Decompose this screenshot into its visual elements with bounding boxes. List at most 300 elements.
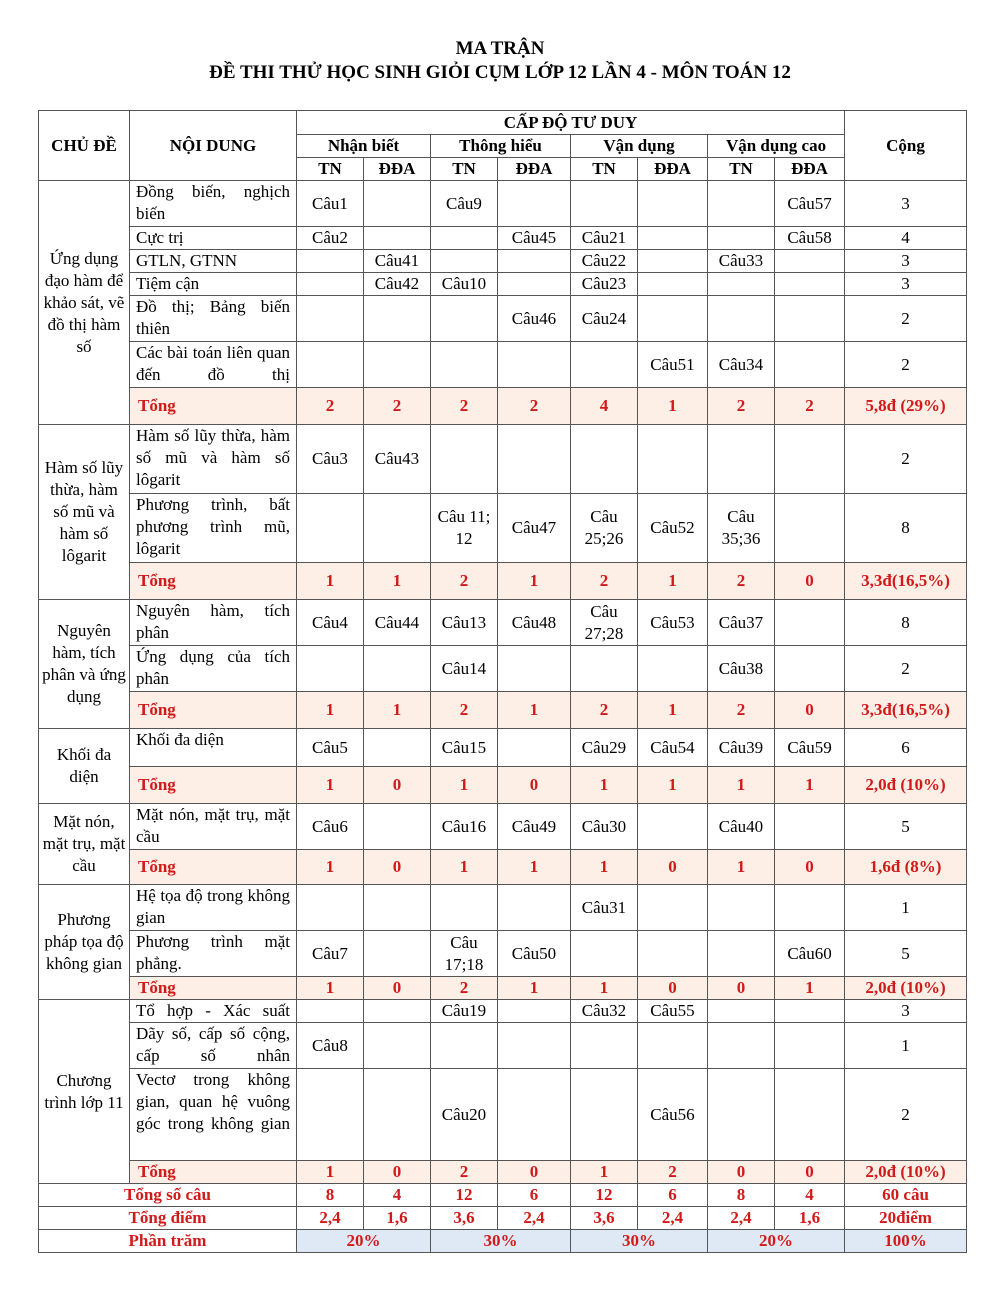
topic-cell: Khối đa diện	[39, 729, 130, 804]
question-cell	[775, 1069, 845, 1161]
summary-cell: 3,6	[571, 1207, 638, 1230]
question-cell	[571, 1023, 638, 1069]
content-cell: Phương trình, bất phương trình mũ, lôgarit	[130, 494, 297, 563]
question-cell	[498, 646, 571, 692]
question-cell	[297, 1000, 364, 1023]
question-cell: Câu6	[297, 804, 364, 850]
question-cell	[297, 1069, 364, 1161]
summary-label: Phần trăm	[39, 1230, 297, 1253]
summary-cell: 2,4	[638, 1207, 708, 1230]
section-grand-total: 2,0đ (10%)	[845, 767, 967, 804]
row-total-cell: 4	[845, 227, 967, 250]
question-cell	[297, 646, 364, 692]
summary-label: Tổng số câu	[39, 1184, 297, 1207]
percent-total: 100%	[845, 1230, 967, 1253]
header-topic: CHỦ ĐỀ	[39, 111, 130, 181]
question-cell	[498, 1023, 571, 1069]
question-cell	[364, 1069, 431, 1161]
question-cell	[498, 181, 571, 227]
table-row	[39, 227, 967, 250]
total-label: Tổng	[130, 388, 297, 425]
question-cell	[775, 250, 845, 273]
content-cell: Cực trị	[130, 227, 297, 250]
question-cell: Câu47	[498, 494, 571, 563]
section-total-cell: 1	[571, 977, 638, 1000]
topic-cell: Phương pháp tọa độ không gian	[39, 885, 130, 1000]
header-sub: TN	[708, 158, 775, 181]
section-total-cell: 1	[297, 692, 364, 729]
header-content: NỘI DUNG	[130, 111, 297, 181]
content-cell: Dãy số, cấp số cộng, cấp số nhân	[130, 1023, 297, 1069]
section-grand-total: 5,8đ (29%)	[845, 388, 967, 425]
section-total-cell: 2	[431, 977, 498, 1000]
topic-cell: Ứng dụng đạo hàm để khảo sát, vẽ đồ thị hàm số	[39, 181, 130, 425]
question-cell	[571, 646, 638, 692]
total-label: Tổng	[130, 977, 297, 1000]
question-cell: Câu40	[708, 804, 775, 850]
section-total-cell: 2	[364, 388, 431, 425]
question-cell	[708, 1023, 775, 1069]
summary-cell: 6	[638, 1184, 708, 1207]
question-cell	[708, 296, 775, 342]
question-cell	[498, 342, 571, 388]
summary-cell: 2,4	[708, 1207, 775, 1230]
question-cell	[638, 273, 708, 296]
summary-cell: 8	[297, 1184, 364, 1207]
question-cell: Câu59	[775, 729, 845, 767]
content-cell: Phương trình mặt phẳng.	[130, 931, 297, 977]
section-grand-total: 2,0đ (10%)	[845, 1161, 967, 1184]
section-total-cell: 0	[498, 767, 571, 804]
summary-cell: 1,6	[364, 1207, 431, 1230]
row-total-cell: 2	[845, 425, 967, 494]
question-cell: Câu52	[638, 494, 708, 563]
topic-cell: Mặt nón, mặt trụ, mặt cầu	[39, 804, 130, 885]
content-cell: Đồ thị; Bảng biến thiên	[130, 296, 297, 342]
question-cell	[775, 342, 845, 388]
question-cell	[431, 250, 498, 273]
section-total-cell: 0	[708, 977, 775, 1000]
table-row	[39, 646, 967, 692]
question-cell	[775, 1000, 845, 1023]
row-total-cell: 5	[845, 804, 967, 850]
question-cell	[571, 1069, 638, 1161]
section-total-cell: 1	[297, 563, 364, 600]
topic-cell: Chương trình lớp 11	[39, 1000, 130, 1184]
matrix-body	[39, 181, 967, 1253]
question-cell	[571, 425, 638, 494]
question-cell	[775, 296, 845, 342]
content-cell: Đồng biến, nghịch biến	[130, 181, 297, 227]
total-label: Tổng	[130, 767, 297, 804]
table-row	[39, 1023, 967, 1069]
section-total-cell: 2	[431, 692, 498, 729]
total-label: Tổng	[130, 692, 297, 729]
question-cell	[297, 885, 364, 931]
question-cell: Câu19	[431, 1000, 498, 1023]
content-cell: Hàm số lũy thừa, hàm số mũ và hàm số lôgarit	[130, 425, 297, 494]
question-cell: Câu21	[571, 227, 638, 250]
table-row	[39, 273, 967, 296]
question-cell: Câu 25;26	[571, 494, 638, 563]
section-total-row	[39, 850, 967, 885]
document-title: MA TRẬN	[455, 38, 545, 59]
section-total-cell: 1	[498, 977, 571, 1000]
summary-row-percent	[39, 1230, 967, 1253]
row-total-cell: 8	[845, 600, 967, 646]
row-total-cell: 8	[845, 494, 967, 563]
content-cell: Tiệm cận	[130, 273, 297, 296]
section-total-cell: 1	[775, 977, 845, 1000]
table-row	[39, 600, 967, 646]
question-cell	[775, 885, 845, 931]
question-cell	[638, 931, 708, 977]
question-cell: Câu38	[708, 646, 775, 692]
row-total-cell: 2	[845, 296, 967, 342]
question-cell: Câu30	[571, 804, 638, 850]
table-row	[39, 729, 967, 767]
section-total-cell: 2	[297, 388, 364, 425]
question-cell	[364, 931, 431, 977]
question-cell	[431, 1023, 498, 1069]
section-total-cell: 2	[708, 563, 775, 600]
question-cell: Câu14	[431, 646, 498, 692]
summary-cell: 8	[708, 1184, 775, 1207]
section-total-cell: 1	[297, 1161, 364, 1184]
table-row	[39, 1000, 967, 1023]
question-cell: Câu45	[498, 227, 571, 250]
section-total-row	[39, 692, 967, 729]
section-total-cell: 0	[775, 850, 845, 885]
question-cell: Câu37	[708, 600, 775, 646]
question-cell: Câu51	[638, 342, 708, 388]
row-total-cell: 1	[845, 885, 967, 931]
document-subtitle: ĐỀ THI THỬ HỌC SINH GIỎI CỤM LỚP 12 LẦN 4 - MÔN TOÁN 12	[209, 62, 791, 83]
question-cell	[364, 729, 431, 767]
table-row	[39, 885, 967, 931]
table-row	[39, 425, 967, 494]
section-total-cell: 0	[364, 1161, 431, 1184]
summary-cell: 12	[431, 1184, 498, 1207]
question-cell	[431, 342, 498, 388]
row-total-cell: 3	[845, 1000, 967, 1023]
section-grand-total: 1,6đ (8%)	[845, 850, 967, 885]
summary-cell: 1,6	[775, 1207, 845, 1230]
section-total-cell: 1	[638, 563, 708, 600]
question-cell	[431, 425, 498, 494]
table-row	[39, 494, 967, 563]
question-cell	[498, 885, 571, 931]
question-cell	[708, 1069, 775, 1161]
header-sub: ĐĐA	[364, 158, 431, 181]
row-total-cell: 2	[845, 1069, 967, 1161]
section-total-cell: 1	[498, 850, 571, 885]
question-cell	[775, 273, 845, 296]
question-cell: Câu2	[297, 227, 364, 250]
question-cell: Câu 17;18	[431, 931, 498, 977]
content-cell: Nguyên hàm, tích phân	[130, 600, 297, 646]
question-cell	[364, 181, 431, 227]
section-total-cell: 2	[431, 563, 498, 600]
section-total-cell: 1	[571, 1161, 638, 1184]
header-total: Cộng	[845, 111, 967, 181]
topic-cell: Hàm số lũy thừa, hàm số mũ và hàm số lôgarit	[39, 425, 130, 600]
content-cell: Mặt nón, mặt trụ, mặt cầu	[130, 804, 297, 850]
question-cell: Câu56	[638, 1069, 708, 1161]
section-total-cell: 4	[571, 388, 638, 425]
row-total-cell: 6	[845, 729, 967, 767]
question-cell: Câu49	[498, 804, 571, 850]
total-label: Tổng	[130, 563, 297, 600]
total-label: Tổng	[130, 1161, 297, 1184]
section-total-cell: 2	[431, 1161, 498, 1184]
table-row	[39, 250, 967, 273]
question-cell: Câu5	[297, 729, 364, 767]
section-total-cell: 1	[297, 977, 364, 1000]
question-cell: Câu34	[708, 342, 775, 388]
percent-cell: 30%	[571, 1230, 708, 1253]
question-cell: Câu42	[364, 273, 431, 296]
question-cell	[364, 342, 431, 388]
question-cell	[638, 296, 708, 342]
question-cell	[775, 494, 845, 563]
header-level: Nhận biết	[297, 135, 431, 158]
section-total-cell: 1	[638, 767, 708, 804]
question-cell: Câu 35;36	[708, 494, 775, 563]
question-cell	[708, 227, 775, 250]
question-cell	[498, 250, 571, 273]
table-row	[39, 296, 967, 342]
question-cell	[638, 1023, 708, 1069]
content-cell: Hệ tọa độ trong không gian	[130, 885, 297, 931]
question-cell	[364, 804, 431, 850]
section-total-cell: 1	[498, 563, 571, 600]
question-cell	[638, 250, 708, 273]
summary-cell: 4	[775, 1184, 845, 1207]
section-total-cell: 1	[571, 850, 638, 885]
question-cell: Câu8	[297, 1023, 364, 1069]
header-levels-group: CẤP ĐỘ TƯ DUY	[297, 111, 845, 135]
row-total-cell: 1	[845, 1023, 967, 1069]
question-cell: Câu32	[571, 1000, 638, 1023]
header-sub: ĐĐA	[775, 158, 845, 181]
percent-cell: 20%	[708, 1230, 845, 1253]
question-cell	[498, 273, 571, 296]
question-cell: Câu43	[364, 425, 431, 494]
question-cell	[498, 1069, 571, 1161]
summary-cell: 6	[498, 1184, 571, 1207]
question-cell: Câu 27;28	[571, 600, 638, 646]
section-total-cell: 1	[297, 850, 364, 885]
question-cell	[364, 227, 431, 250]
section-total-cell: 1	[708, 850, 775, 885]
question-cell	[431, 885, 498, 931]
section-total-cell: 1	[708, 767, 775, 804]
table-row	[39, 931, 967, 977]
row-total-cell: 2	[845, 342, 967, 388]
question-cell	[364, 1000, 431, 1023]
question-cell	[571, 931, 638, 977]
header-level: Vận dụng cao	[708, 135, 845, 158]
header-sub: TN	[431, 158, 498, 181]
question-cell: Câu22	[571, 250, 638, 273]
question-cell: Câu48	[498, 600, 571, 646]
row-total-cell: 2	[845, 646, 967, 692]
matrix-table	[38, 110, 967, 1253]
question-cell	[638, 646, 708, 692]
section-total-cell: 1	[431, 850, 498, 885]
question-cell	[775, 1023, 845, 1069]
header-sub: ĐĐA	[638, 158, 708, 181]
header-sub: ĐĐA	[498, 158, 571, 181]
question-cell	[364, 646, 431, 692]
question-cell	[364, 885, 431, 931]
question-cell	[297, 296, 364, 342]
section-total-cell: 1	[638, 388, 708, 425]
table-row	[39, 342, 967, 388]
summary-cell: 2,4	[498, 1207, 571, 1230]
question-cell: Câu60	[775, 931, 845, 977]
question-cell: Câu13	[431, 600, 498, 646]
question-cell: Câu55	[638, 1000, 708, 1023]
question-cell: Câu33	[708, 250, 775, 273]
question-cell	[708, 1000, 775, 1023]
total-label: Tổng	[130, 850, 297, 885]
section-total-row	[39, 1161, 967, 1184]
section-total-cell: 0	[708, 1161, 775, 1184]
question-cell	[364, 494, 431, 563]
question-cell	[708, 273, 775, 296]
section-total-cell: 0	[638, 850, 708, 885]
question-cell	[297, 250, 364, 273]
section-total-cell: 0	[775, 1161, 845, 1184]
section-total-cell: 2	[708, 692, 775, 729]
section-total-cell: 2	[498, 388, 571, 425]
question-cell	[638, 227, 708, 250]
section-total-row	[39, 767, 967, 804]
question-cell	[708, 885, 775, 931]
section-total-cell: 1	[364, 563, 431, 600]
topic-cell: Nguyên hàm, tích phân và ứng dụng	[39, 600, 130, 729]
summary-cell: 3,6	[431, 1207, 498, 1230]
row-total-cell: 3	[845, 250, 967, 273]
section-total-cell: 2	[571, 563, 638, 600]
question-cell: Câu54	[638, 729, 708, 767]
question-cell	[498, 729, 571, 767]
summary-label: Tổng điểm	[39, 1207, 297, 1230]
question-cell: Câu23	[571, 273, 638, 296]
question-cell: Câu1	[297, 181, 364, 227]
question-cell: Câu24	[571, 296, 638, 342]
section-grand-total: 2,0đ (10%)	[845, 977, 967, 1000]
question-cell	[775, 804, 845, 850]
row-total-cell: 3	[845, 273, 967, 296]
summary-total: 20điểm	[845, 1207, 967, 1230]
question-cell: Câu7	[297, 931, 364, 977]
question-cell	[297, 342, 364, 388]
question-cell: Câu15	[431, 729, 498, 767]
question-cell	[431, 296, 498, 342]
question-cell: Câu10	[431, 273, 498, 296]
question-cell: Câu58	[775, 227, 845, 250]
section-total-cell: 0	[364, 850, 431, 885]
question-cell: Câu41	[364, 250, 431, 273]
summary-row-questions	[39, 1184, 967, 1207]
summary-total: 60 câu	[845, 1184, 967, 1207]
summary-cell: 2,4	[297, 1207, 364, 1230]
section-grand-total: 3,3đ(16,5%)	[845, 563, 967, 600]
question-cell: Câu46	[498, 296, 571, 342]
header-level: Thông hiểu	[431, 135, 571, 158]
summary-row-points	[39, 1207, 967, 1230]
section-total-row	[39, 563, 967, 600]
section-total-cell: 1	[638, 692, 708, 729]
question-cell: Câu4	[297, 600, 364, 646]
section-total-cell: 0	[498, 1161, 571, 1184]
question-cell: Câu31	[571, 885, 638, 931]
content-cell: Khối đa diện	[130, 729, 297, 767]
question-cell	[571, 342, 638, 388]
question-cell	[708, 181, 775, 227]
question-cell	[638, 885, 708, 931]
content-cell: Các bài toán liên quan đến đồ thị	[130, 342, 297, 388]
question-cell	[364, 296, 431, 342]
question-cell	[708, 425, 775, 494]
section-grand-total: 3,3đ(16,5%)	[845, 692, 967, 729]
header-sub: TN	[297, 158, 364, 181]
question-cell: Câu57	[775, 181, 845, 227]
section-total-cell: 2	[431, 388, 498, 425]
percent-cell: 20%	[297, 1230, 431, 1253]
section-total-row	[39, 388, 967, 425]
question-cell	[638, 804, 708, 850]
question-cell	[775, 600, 845, 646]
question-cell: Câu 11; 12	[431, 494, 498, 563]
content-cell: GTLN, GTNN	[130, 250, 297, 273]
row-total-cell: 5	[845, 931, 967, 977]
content-cell: Tổ hợp - Xác suất	[130, 1000, 297, 1023]
question-cell	[775, 425, 845, 494]
question-cell: Câu44	[364, 600, 431, 646]
section-total-cell: 1	[431, 767, 498, 804]
section-total-row	[39, 977, 967, 1000]
question-cell	[498, 1000, 571, 1023]
section-total-cell: 1	[297, 767, 364, 804]
question-cell: Câu16	[431, 804, 498, 850]
question-cell: Câu50	[498, 931, 571, 977]
question-cell	[297, 273, 364, 296]
header-level: Vận dụng	[571, 135, 708, 158]
question-cell	[364, 1023, 431, 1069]
question-cell: Câu3	[297, 425, 364, 494]
content-cell: Vectơ trong không gian, quan hệ vuông góc trong không gian	[130, 1069, 297, 1161]
section-total-cell: 0	[364, 767, 431, 804]
section-total-cell: 0	[775, 692, 845, 729]
section-total-cell: 1	[498, 692, 571, 729]
summary-cell: 12	[571, 1184, 638, 1207]
section-total-cell: 1	[571, 767, 638, 804]
section-total-cell: 2	[638, 1161, 708, 1184]
question-cell	[708, 931, 775, 977]
question-cell	[638, 181, 708, 227]
table-row	[39, 181, 967, 227]
section-total-cell: 1	[364, 692, 431, 729]
section-total-cell: 2	[708, 388, 775, 425]
section-total-cell: 2	[571, 692, 638, 729]
question-cell: Câu20	[431, 1069, 498, 1161]
question-cell	[638, 425, 708, 494]
row-total-cell: 3	[845, 181, 967, 227]
